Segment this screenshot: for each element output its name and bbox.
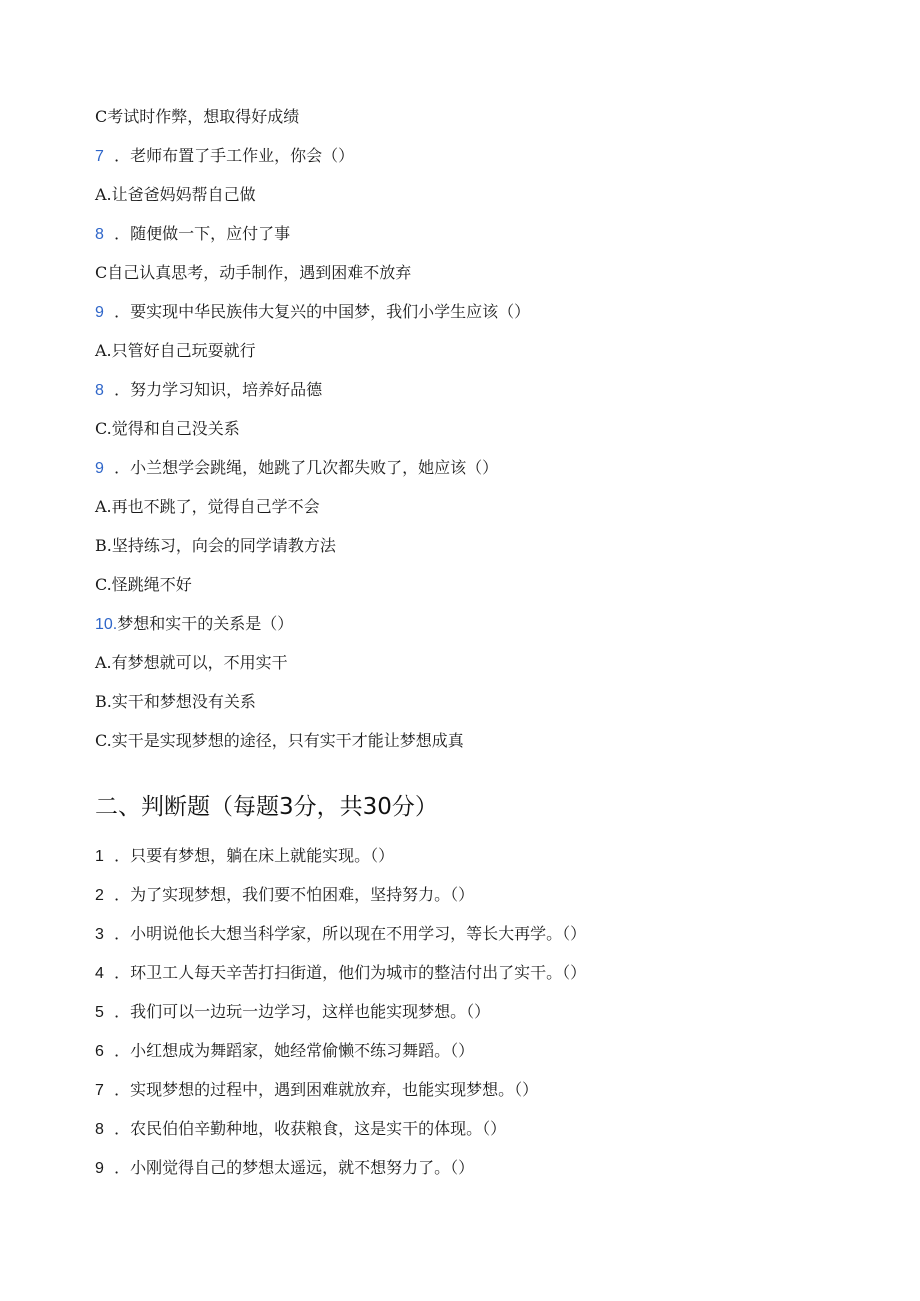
option-line: [95, 496, 320, 518]
question-text: ．小刚觉得自己的梦想太遥远，就不想努力了。（）: [114, 1158, 475, 1177]
question-line: [95, 301, 530, 324]
question-number: 6: [95, 1043, 104, 1060]
question-text: ．小红想成为舞蹈家，她经常偷懒不练习舞蹈。（）: [114, 1041, 475, 1060]
question-number: 2: [95, 887, 104, 904]
question-number: 3: [95, 926, 104, 943]
question-text: 梦想和实干的关系是（）: [117, 614, 294, 633]
question-number: 8: [95, 382, 104, 399]
option-line: [95, 652, 288, 674]
question-line: [95, 884, 474, 907]
option-line: [95, 574, 192, 596]
question-number: 1: [95, 848, 104, 865]
question-number: 10.: [95, 616, 118, 633]
question-text: C考试时作弊，想取得好成绩: [95, 107, 300, 126]
question-text: C自己认真思考，动手制作，遇到困难不放弃: [95, 263, 412, 282]
question-text: A.让爸爸妈妈帮自己做: [95, 185, 256, 204]
question-text: ．努力学习知识，培养好品德: [114, 380, 323, 399]
question-text: ．老师布置了手工作业，你会（）: [114, 146, 355, 165]
question-number: 5: [95, 1004, 104, 1021]
section-title: 二、判断题（每题3分，共30分）: [95, 794, 438, 820]
question-text: C.怪跳绳不好: [95, 575, 192, 594]
question-number: 9: [95, 304, 104, 321]
question-number: 9: [95, 460, 104, 477]
question-text: ．小兰想学会跳绳，她跳了几次都失败了，她应该（）: [114, 458, 499, 477]
question-number: 8: [95, 1121, 104, 1138]
question-text: A.只管好自己玩耍就行: [95, 341, 256, 360]
option-line: [95, 418, 240, 440]
question-text: ．为了实现梦想，我们要不怕困难，坚持努力。（）: [114, 885, 475, 904]
question-text: A.有梦想就可以，不用实干: [95, 653, 288, 672]
question-text: ．我们可以一边玩一边学习，这样也能实现梦想。（）: [114, 1002, 491, 1021]
question-text: ．只要有梦想，躺在床上就能实现。（）: [114, 846, 395, 865]
question-number: 9: [95, 1160, 104, 1177]
option-line: [95, 730, 464, 752]
question-text: C.实干是实现梦想的途径，只有实干才能让梦想成真: [95, 731, 464, 750]
question-text: ．小明说他长大想当科学家，所以现在不用学习，等长大再学。（）: [114, 924, 587, 943]
question-text: A.再也不跳了，觉得自己学不会: [95, 497, 320, 516]
question-line: [95, 1118, 506, 1141]
option-line: [95, 535, 336, 557]
question-line: [95, 962, 586, 985]
question-line: [95, 845, 394, 868]
question-text: ．要实现中华民族伟大复兴的中国梦，我们小学生应该（）: [114, 302, 531, 321]
option-line: [95, 106, 299, 128]
question-text: ．农民伯伯辛勤种地，收获粮食，这是实干的体现。（）: [114, 1119, 507, 1138]
question-number: 8: [95, 226, 104, 243]
question-text: C.觉得和自己没关系: [95, 419, 240, 438]
question-line: [95, 1001, 490, 1024]
question-text: ．随便做一下，应付了事: [114, 224, 291, 243]
question-line: [95, 923, 586, 946]
question-line: [95, 1040, 474, 1063]
question-text: B.坚持练习，向会的同学请教方法: [95, 536, 336, 555]
question-line: [95, 457, 498, 480]
question-line: [95, 1157, 474, 1180]
question-text: ．环卫工人每天辛苦打扫街道，他们为城市的整洁付出了实干。（）: [114, 963, 587, 982]
question-number: 4: [95, 965, 104, 982]
option-line: [95, 184, 256, 206]
question-line: [95, 1079, 538, 1102]
question-number: 7: [95, 148, 104, 165]
question-text: B.实干和梦想没有关系: [95, 692, 256, 711]
question-text: ．实现梦想的过程中，遇到困难就放弃，也能实现梦想。（）: [114, 1080, 539, 1099]
option-line: [95, 691, 256, 713]
question-line: [95, 145, 354, 168]
option-line: [95, 262, 411, 284]
option-line: [95, 340, 256, 362]
option-line: [95, 223, 290, 246]
question-number: 7: [95, 1082, 104, 1099]
question-line: [95, 613, 293, 636]
option-line: [95, 379, 322, 402]
